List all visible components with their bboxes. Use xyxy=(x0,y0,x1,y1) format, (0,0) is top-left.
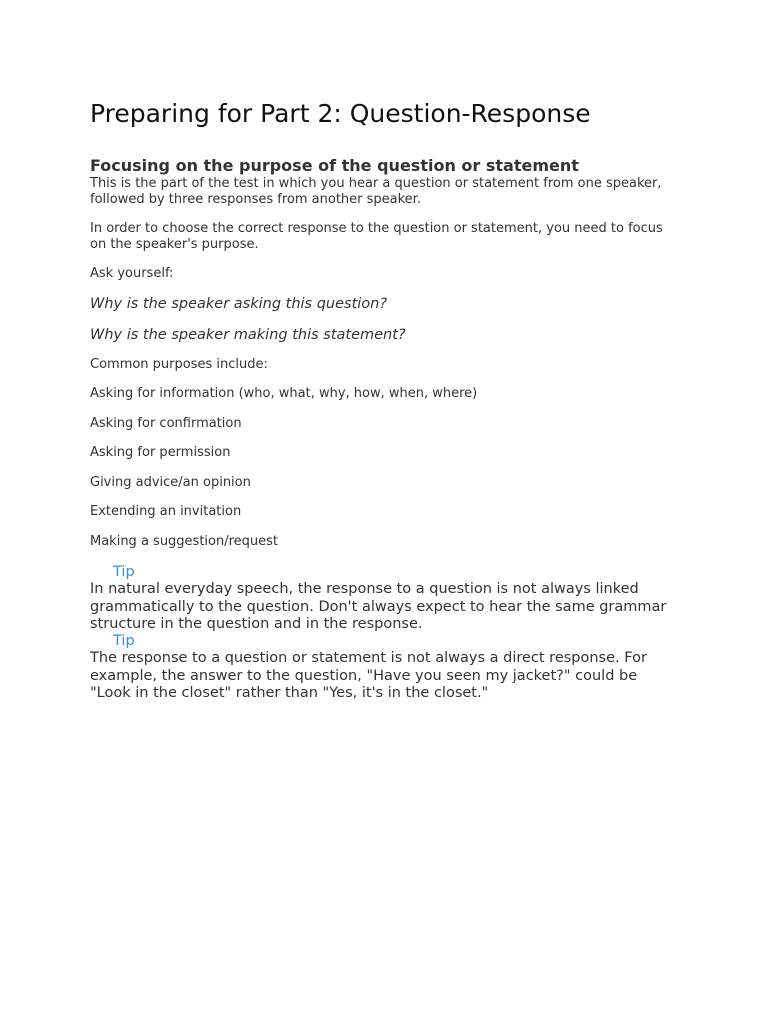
question-asking: Why is the speaker asking this question? xyxy=(90,296,388,312)
tip-text: The response to a question or statement is not always a direct response. For example, the answer to the question, "Have you seen my jacket?" could be "Look in the closet" rather than "Yes, it's in the closet." xyxy=(90,650,647,701)
ask-yourself-label: Ask yourself: xyxy=(90,266,174,281)
purpose-item: Making a suggestion/request xyxy=(90,534,279,549)
purpose-item: Extending an invitation xyxy=(90,504,242,519)
section-subtitle: Focusing on the purpose of the question or statement xyxy=(90,156,579,175)
purpose-item: Giving advice/an opinion xyxy=(90,475,251,490)
tip-label: Tip xyxy=(113,564,135,580)
order-paragraph: In order to choose the correct response to the question or statement, you need to focus on the speaker's purpose. xyxy=(90,221,663,252)
common-purposes-label: Common purposes include: xyxy=(90,357,268,372)
intro-paragraph: This is the part of the test in which you hear a question or statement from one speaker, followed by three responses from another speaker. xyxy=(90,176,662,207)
purpose-item: Asking for information (who, what, why, how, when, where) xyxy=(90,386,478,401)
purpose-item: Asking for permission xyxy=(90,445,231,460)
question-statement: Why is the speaker making this statement? xyxy=(90,327,406,343)
purpose-item: Asking for confirmation xyxy=(90,416,242,431)
tip-label: Tip xyxy=(113,633,135,649)
tip-text: In natural everyday speech, the response to a question is not always linked grammatically to the question. Don't always expect to hear the same grammar structure in the question and in the response. xyxy=(90,581,667,632)
page-title: Preparing for Part 2: Question-Response xyxy=(90,99,591,128)
